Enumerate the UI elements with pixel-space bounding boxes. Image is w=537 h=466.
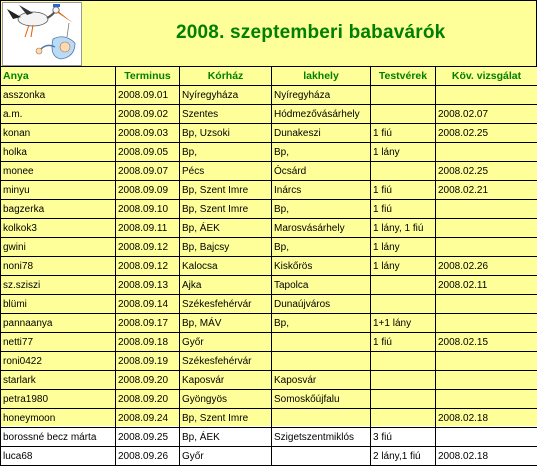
cell-lakhely[interactable]: Tapolca — [272, 276, 371, 295]
cell-anya[interactable]: bagzerka — [1, 200, 116, 219]
table-row — [1, 352, 537, 371]
col-header-korhaz[interactable]: Kórház — [180, 67, 272, 86]
cell-kov-vizsgalat[interactable]: 2008.02.07 — [436, 105, 537, 124]
cell-kov-vizsgalat[interactable] — [436, 352, 537, 371]
cell-testverek[interactable]: 1 lány — [371, 257, 436, 276]
cell-korhaz[interactable]: Székesfehérvár — [180, 352, 272, 371]
table-row — [1, 86, 537, 105]
table-row — [1, 371, 537, 390]
table-row — [1, 105, 537, 124]
cell-korhaz[interactable]: Nyíregyháza — [180, 86, 272, 105]
header-area — [0, 0, 537, 67]
cell-anya[interactable]: gwini — [1, 238, 116, 257]
col-header-kov-vizsgalat[interactable]: Köv. vizsgálat — [436, 67, 537, 86]
cell-anya[interactable]: roni0422 — [1, 352, 116, 371]
cell-anya[interactable]: pannaanya — [1, 314, 116, 333]
cell-anya[interactable]: kolkok3 — [1, 219, 116, 238]
cell-korhaz[interactable]: Ajka — [180, 276, 272, 295]
cell-terminus[interactable]: 2008.09.03 — [116, 124, 180, 143]
cell-anya[interactable]: honeymoon — [1, 409, 116, 428]
cell-kov-vizsgalat[interactable]: 2008.02.26 — [436, 257, 537, 276]
table-row — [1, 219, 537, 238]
cell-terminus[interactable]: 2008.09.11 — [116, 219, 180, 238]
cell-terminus[interactable]: 2008.09.14 — [116, 295, 180, 314]
cell-testverek[interactable] — [371, 105, 436, 124]
cell-kov-vizsgalat[interactable]: 2008.02.18 — [436, 409, 537, 428]
cell-kov-vizsgalat[interactable] — [436, 86, 537, 105]
cell-anya[interactable]: monee — [1, 162, 116, 181]
cell-lakhely[interactable]: Ócsárd — [272, 162, 371, 181]
cell-testverek[interactable] — [371, 390, 436, 409]
cell-terminus[interactable]: 2008.09.09 — [116, 181, 180, 200]
table-row — [1, 390, 537, 409]
cell-terminus[interactable]: 2008.09.24 — [116, 409, 180, 428]
cell-terminus[interactable]: 2008.09.26 — [116, 447, 180, 466]
cell-anya[interactable]: starlark — [1, 371, 116, 390]
cell-kov-vizsgalat[interactable] — [436, 314, 537, 333]
cell-lakhely[interactable] — [272, 333, 371, 352]
cell-lakhely[interactable]: Hódmezővásárhely — [272, 105, 371, 124]
cell-korhaz[interactable]: Bp, Szent Imre — [180, 181, 272, 200]
cell-terminus[interactable]: 2008.09.17 — [116, 314, 180, 333]
cell-korhaz[interactable]: Pécs — [180, 162, 272, 181]
cell-testverek[interactable] — [371, 371, 436, 390]
cell-korhaz[interactable]: Székesfehérvár — [180, 295, 272, 314]
cell-terminus[interactable]: 2008.09.20 — [116, 390, 180, 409]
cell-terminus[interactable]: 2008.09.12 — [116, 257, 180, 276]
cell-korhaz[interactable]: Bp, Uzsoki — [180, 124, 272, 143]
cell-terminus[interactable]: 2008.09.01 — [116, 86, 180, 105]
cell-lakhely[interactable]: Bp, — [272, 200, 371, 219]
cell-lakhely[interactable]: Bp, — [272, 143, 371, 162]
cell-korhaz[interactable]: Győr — [180, 447, 272, 466]
cell-testverek[interactable]: 1 fiú — [371, 124, 436, 143]
cell-korhaz[interactable]: Kalocsa — [180, 257, 272, 276]
cell-testverek[interactable] — [371, 295, 436, 314]
cell-lakhely[interactable]: Somoskőújfalu — [272, 390, 371, 409]
cell-korhaz[interactable]: Bp, ÁEK — [180, 219, 272, 238]
cell-korhaz[interactable]: Gyöngyös — [180, 390, 272, 409]
table-row — [1, 181, 537, 200]
cell-kov-vizsgalat[interactable]: 2008.02.21 — [436, 181, 537, 200]
table-row — [1, 333, 537, 352]
cell-anya[interactable]: borossné becz márta — [1, 428, 116, 447]
table-row — [1, 276, 537, 295]
cell-lakhely[interactable]: Kiskőrös — [272, 257, 371, 276]
cell-testverek[interactable]: 1 fiú — [371, 200, 436, 219]
stork-carrying-baby-icon — [2, 2, 82, 66]
cell-lakhely[interactable]: Bp, — [272, 238, 371, 257]
cell-korhaz[interactable]: Szentes — [180, 105, 272, 124]
cell-lakhely[interactable] — [272, 352, 371, 371]
cell-korhaz[interactable]: Bp, — [180, 143, 272, 162]
table-row — [1, 447, 537, 466]
cell-testverek[interactable] — [371, 352, 436, 371]
cell-terminus[interactable]: 2008.09.13 — [116, 276, 180, 295]
cell-anya[interactable]: minyu — [1, 181, 116, 200]
cell-testverek[interactable] — [371, 162, 436, 181]
cell-lakhely[interactable]: Marosvásárhely — [272, 219, 371, 238]
cell-korhaz[interactable]: Kaposvár — [180, 371, 272, 390]
cell-lakhely[interactable]: Bp, — [272, 314, 371, 333]
table-row — [1, 162, 537, 181]
cell-testverek[interactable]: 1+1 lány — [371, 314, 436, 333]
cell-korhaz[interactable]: Bp, MÁV — [180, 314, 272, 333]
cell-lakhely[interactable] — [272, 447, 371, 466]
page-title: 2008. szeptemberi babavárók — [176, 22, 445, 44]
table-row — [1, 124, 537, 143]
cell-kov-vizsgalat[interactable] — [436, 371, 537, 390]
table-row — [1, 143, 537, 162]
table-row — [1, 238, 537, 257]
cell-terminus[interactable]: 2008.09.18 — [116, 333, 180, 352]
cell-anya[interactable]: noni78 — [1, 257, 116, 276]
col-header-anya[interactable]: Anya — [1, 67, 116, 86]
cell-terminus[interactable]: 2008.09.20 — [116, 371, 180, 390]
cell-anya[interactable]: a.m. — [1, 105, 116, 124]
cell-anya[interactable]: netti77 — [1, 333, 116, 352]
header-row — [1, 67, 537, 86]
cell-anya[interactable]: asszonka — [1, 86, 116, 105]
cell-terminus[interactable]: 2008.09.10 — [116, 200, 180, 219]
cell-lakhely[interactable]: Szigetszentmiklós — [272, 428, 371, 447]
cell-kov-vizsgalat[interactable] — [436, 390, 537, 409]
cell-lakhely[interactable]: Kaposvár — [272, 371, 371, 390]
table-row — [1, 409, 537, 428]
cell-testverek[interactable]: 1 lány, 1 fiú — [371, 219, 436, 238]
table-row — [1, 257, 537, 276]
cell-testverek[interactable]: 1 lány — [371, 143, 436, 162]
cell-terminus[interactable]: 2008.09.12 — [116, 238, 180, 257]
cell-korhaz[interactable]: Bp, Szent Imre — [180, 200, 272, 219]
cell-testverek[interactable]: 1 fiú — [371, 181, 436, 200]
cell-testverek[interactable] — [371, 276, 436, 295]
cell-testverek[interactable] — [371, 409, 436, 428]
cell-kov-vizsgalat[interactable] — [436, 143, 537, 162]
cell-kov-vizsgalat[interactable] — [436, 428, 537, 447]
cell-kov-vizsgalat[interactable]: 2008.02.25 — [436, 162, 537, 181]
cell-lakhely[interactable]: Dunaújváros — [272, 295, 371, 314]
cell-lakhely[interactable]: Nyíregyháza — [272, 86, 371, 105]
table-row — [1, 428, 537, 447]
cell-anya[interactable]: petra1980 — [1, 390, 116, 409]
cell-korhaz[interactable]: Bp, Bajcsy — [180, 238, 272, 257]
cell-kov-vizsgalat[interactable]: 2008.02.25 — [436, 124, 537, 143]
cell-terminus[interactable]: 2008.09.07 — [116, 162, 180, 181]
cell-kov-vizsgalat[interactable] — [436, 219, 537, 238]
cell-kov-vizsgalat[interactable] — [436, 295, 537, 314]
cell-lakhely[interactable]: Dunakeszi — [272, 124, 371, 143]
cell-kov-vizsgalat[interactable] — [436, 200, 537, 219]
cell-kov-vizsgalat[interactable]: 2008.02.11 — [436, 276, 537, 295]
col-header-lakhely[interactable]: lakhely — [272, 67, 371, 86]
cell-testverek[interactable]: 1 fiú — [371, 333, 436, 352]
cell-anya[interactable]: luca68 — [1, 447, 116, 466]
table-row — [1, 295, 537, 314]
cell-testverek[interactable]: 3 fiú — [371, 428, 436, 447]
table-row — [1, 200, 537, 219]
cell-anya[interactable]: sz.sziszi — [1, 276, 116, 295]
cell-anya[interactable]: holka — [1, 143, 116, 162]
cell-korhaz[interactable]: Bp, ÁEK — [180, 428, 272, 447]
cell-kov-vizsgalat[interactable]: 2008.02.15 — [436, 333, 537, 352]
cell-testverek[interactable] — [371, 86, 436, 105]
cell-terminus[interactable]: 2008.09.25 — [116, 428, 180, 447]
cell-anya[interactable]: blümi — [1, 295, 116, 314]
cell-terminus[interactable]: 2008.09.19 — [116, 352, 180, 371]
cell-lakhely[interactable]: Inárcs — [272, 181, 371, 200]
table-row — [1, 314, 537, 333]
cell-anya[interactable]: konan — [1, 124, 116, 143]
babavaro-table — [0, 66, 537, 466]
cell-kov-vizsgalat[interactable]: 2008.02.18 — [436, 447, 537, 466]
cell-korhaz[interactable]: Győr — [180, 333, 272, 352]
cell-lakhely[interactable] — [272, 409, 371, 428]
cell-testverek[interactable]: 1 lány — [371, 238, 436, 257]
cell-testverek[interactable]: 2 lány,1 fiú — [371, 447, 436, 466]
col-header-terminus[interactable]: Terminus — [116, 67, 180, 86]
cell-kov-vizsgalat[interactable] — [436, 238, 537, 257]
col-header-testverek[interactable]: Testvérek — [371, 67, 436, 86]
cell-korhaz[interactable]: Bp, Szent Imre — [180, 409, 272, 428]
cell-terminus[interactable]: 2008.09.02 — [116, 105, 180, 124]
cell-terminus[interactable]: 2008.09.05 — [116, 143, 180, 162]
